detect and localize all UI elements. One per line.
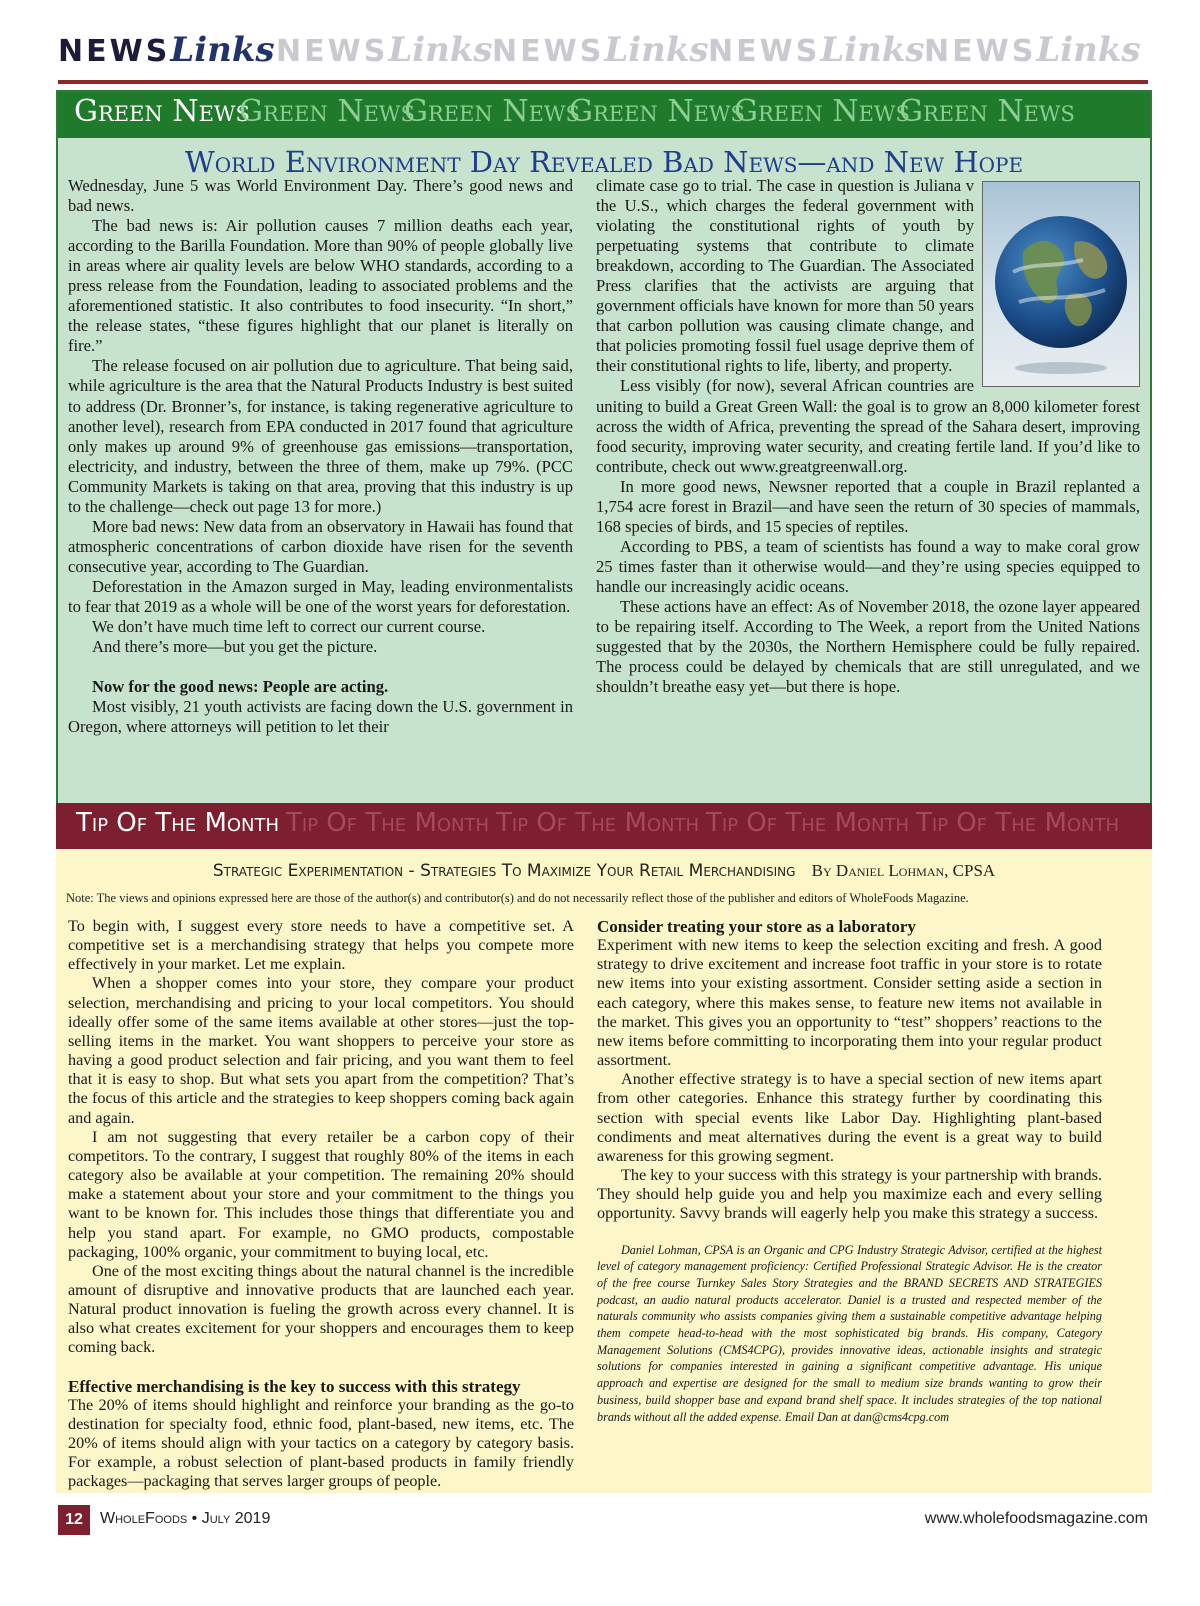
tip-right-column [597,917,1102,1425]
magazine-issue: WholeFoods • July 2019 [100,1510,271,1527]
tip-label-repeat: Tip Of The Month [706,808,910,838]
paragraph: In more good news, Newsner reported that a couple in Brazil replanted a 1,754 acre forest in Brazil—and have seen the return of 30 species of mammals, 168 species of birds, and 15 species of reptiles. [596,476,1140,536]
subheading: Effective merchandising is the key to success with this strategy [68,1376,521,1396]
earth-globe-icon [983,182,1139,386]
tip-title [56,861,1152,881]
green-news-left-column [68,176,573,737]
green-news-panel [56,90,1152,818]
green-news-label-repeat: Green News [734,94,910,129]
paragraph: The 20% of items should highlight and reinforce your branding as the go-to destination for specialty food, ethnic food, plant-based, new items, etc. The 20% of items should align with your tactics on a category by category basis. For example, a robust selection of plant-based products in family friendly packages—packaging that serves larger groups of people. [68,1395,574,1491]
paragraph: These actions have an effect: As of November 2018, the ozone layer appeared to be repairing itself. According to The Week, a report from the United Nations suggested that by the 2030s, the Northern Hemisphere could be fully repaired. The process could be delayed by chemicals that are still unregulated, and we shouldn’t breathe easy yet—but there is hope. [596,596,1140,697]
tip-left-column [68,917,574,1492]
tip-of-the-month-panel [56,803,1152,1493]
paragraph: We don’t have much time left to correct our current course. [92,617,486,637]
paragraph: I am not suggesting that every retailer be a carbon copy of their competitors. To the contrary, I suggest that roughly 80% of the items in each category also be available at your competition. The remaining 20% should make a statement about your store and your commitment to the things you want to be known for. This includes those things that differentiate you and help you stand apart. For example, no GMO products, compostable packaging, 100% organic, your commitment to buying local, etc. [68,1127,574,1261]
paragraph: The release focused on air pollution due to agriculture. That being said, while agriculture is the area that the Natural Products Industry is best suited to address (Dr. Bronner’s, for instance, is taking regenerative agriculture to another level), research from EPA conducted in 2017 found that agriculture only makes up around 9% of greenhouse gas emissions—transportation, electricity, and industry, between the three of them, make up 79%. (PCC Community Markets is taking on that area, proving that this industry is up to the challenge—check out page 13 for more.) [68,356,573,516]
section-logo: NEWSLinks [58,30,275,70]
tip-label-repeat: Tip Of The Month [496,808,700,838]
green-news-right-column [596,176,1140,697]
paragraph: The key to your success with this strategy is your partnership with brands. They should help guide you and help you maximize each and every selling opportunity. Savvy brands will eagerly help you make this strategy a success. [597,1166,1102,1223]
green-news-label-repeat: Green News [404,94,580,129]
section-logo-repeat: NEWSLinks [708,30,925,70]
article-headline: World Environment Day Revealed Bad News—and New Hope [184,145,1024,179]
subheading: Now for the good news: People are acting. [92,677,389,697]
paragraph: To begin with, I suggest every store needs to have a competitive set. A competitive set is a merchandising strategy that helps you compete more effectively in your market. Let me explain. [68,917,574,974]
tip-title-text: Strategic Experimentation - Strategies To Maximize Your Retail Merchandising [212,861,796,881]
subheading: Consider treating your store as a laboratory [597,917,916,936]
newslinks-masthead [58,22,1148,84]
section-logo-repeat: NEWSLinks [492,30,709,70]
tip-label-repeat: Tip Of The Month [286,808,490,838]
paragraph: One of the most exciting things about the natural channel is the incredible amount of disruptive and innovative products that are launched each year. Natural product innovation is fueling the growth across every channel. It is also what creates excitement for your shoppers and encourages them to keep coming back. [68,1261,574,1357]
tip-label-repeat: Tip Of The Month [916,808,1120,838]
paragraph: Less visibly (for now), several African countries are uniting to build a Great Green Wall: the goal is to grow an 8,000 kilometer forest across the width of Africa, preventing the spread of the Sahara desert, improving food security, improving water security, and creating fertile land. If you’d like to contribute, check out www.greatgreenwall.org. [596,376,1140,476]
author-bio-text: Daniel Lohman, CPSA is an Organic and CPG Industry Strategic Advisor, certified at the highest level of category management proficiency: Certified Professional Strategic Advisor. He is the creator of the free course Turnkey Sales Story Strategies and the BRAND SECRETS AND STRATEGIES podcast, an audio natural products accelerator. Daniel is a trusted and respected member of the naturals community who assists companies giving them a sustainable competitive advantage helping them compete head-to-head with the most sophisticated big brands. His company, Category Management Solutions (CMS4CPG), provides innovative ideas, actionable insights and strategic solutions for companies interested in gaining a significant competitive advantage. His unique approach and expertise are designed for the small to medium size brands wanting to grow their business, build shopper base and expand brand shelf space. It includes strategies of the top national brands without all the added expense. Email Dan at dan@cms4cpg.com [597,1242,1102,1424]
green-news-label: Green News [74,94,250,129]
paragraph: According to PBS, a team of scientists has found a way to make coral grow 25 times faster than it otherwise would—and they’re using species equipped to handle our increasingly acidic oceans. [596,536,1140,596]
page-footer [58,1505,1148,1535]
paragraph: climate case go to trial. The case in question is Juliana v the U.S., which charges the federal government with violating the constitutional rights of youth by perpetuating systems that contribute to climate breakdown, according to The Guardian. The Associated Press clarifies that the activists are arguing that government officials have known for more than 50 years that carbon pollution was causing climate change, and that policies promoting fossil fuel usage deprive them of their constitutional rights to life, liberty, and property. [596,176,974,376]
section-logo-repeat: NEWSLinks [276,30,493,70]
green-news-label-repeat: Green News [569,94,745,129]
green-news-label-repeat: Green News [239,94,415,129]
website-link[interactable]: www.wholefoodsmagazine.com [924,1510,1148,1527]
paragraph: Wednesday, June 5 was World Environment Day. There’s good news and bad news. [68,176,573,216]
masthead-rule [58,80,1148,84]
tip-label: Tip Of The Month [76,808,280,838]
paragraph: Most visibly, 21 youth activists are facing down the U.S. government in Oregon, where attorneys will petition to let their [68,697,573,737]
author-bio [597,1242,1102,1426]
paragraph: And there’s more—but you get the picture. [92,637,378,657]
paragraph: Deforestation in the Amazon surged in May, leading environmentalists to fear that 2019 as a whole will be one of the worst years for deforestation. [68,576,573,616]
paragraph: The bad news is: Air pollution causes 7 million deaths each year, according to the Barilla Foundation. More than 90% of people globally live in areas where air quality levels are below WHO standards, according to a press release from the Foundation, leading to associated problems and the aforementioned statistic. It also contributes to food insecurity. “In short,” the release states, “these figures highlight that our planet is literally on fire.” [68,216,573,356]
earth-globe-image [982,181,1140,387]
section-logo-repeat: NEWSLinks [924,30,1141,70]
tip-byline: By Daniel Lohman, CPSA [811,861,996,880]
paragraph: Experiment with new items to keep the selection exciting and fresh. A good strategy to drive excitement and increase foot traffic in your store is to rotate new items into your existing assortment. Consider setting aside a section in each category, where this makes sense, to feature new items not available in the market. This gives you an opportunity to “test” shoppers’ reactions to the new items before committing to incorporating them into your regular product assortment. [597,936,1102,1070]
paragraph: Another effective strategy is to have a special section of new items apart from other categories. Enhance this strategy further by coordinating this section with special events like Labor Day. Highlighting plant-based condiments and meat alternatives during the event is a great way to build awareness for this growing segment. [597,1070,1102,1165]
tip-band [56,803,1152,849]
green-news-band [58,92,1150,138]
page-number: 12 [58,1505,90,1535]
paragraph: More bad news: New data from an observatory in Hawaii has found that atmospheric concentrations of carbon dioxide have risen for the seventh consecutive year, according to The Guardian. [68,516,573,576]
disclaimer-note: Note: The views and opinions expressed here are those of the author(s) and contributor(s) and do not necessarily reflect those of the publisher and editors of WholeFoods Magazine. [66,891,969,905]
paragraph: When a shopper comes into your store, they compare your product selection, merchandising and pricing to your local competitors. You should ideally offer some of the same items available at other stores—just the top-selling items in the market. You want shoppers to perceive your store as having a good product selection and fair pricing, and you want them to feel that it is easy to shop. But what sets you apart from the competition? That’s the focus of this article and the strategies to keep shoppers coming back again and again. [68,974,574,1127]
green-news-label-repeat: Green News [899,94,1075,129]
